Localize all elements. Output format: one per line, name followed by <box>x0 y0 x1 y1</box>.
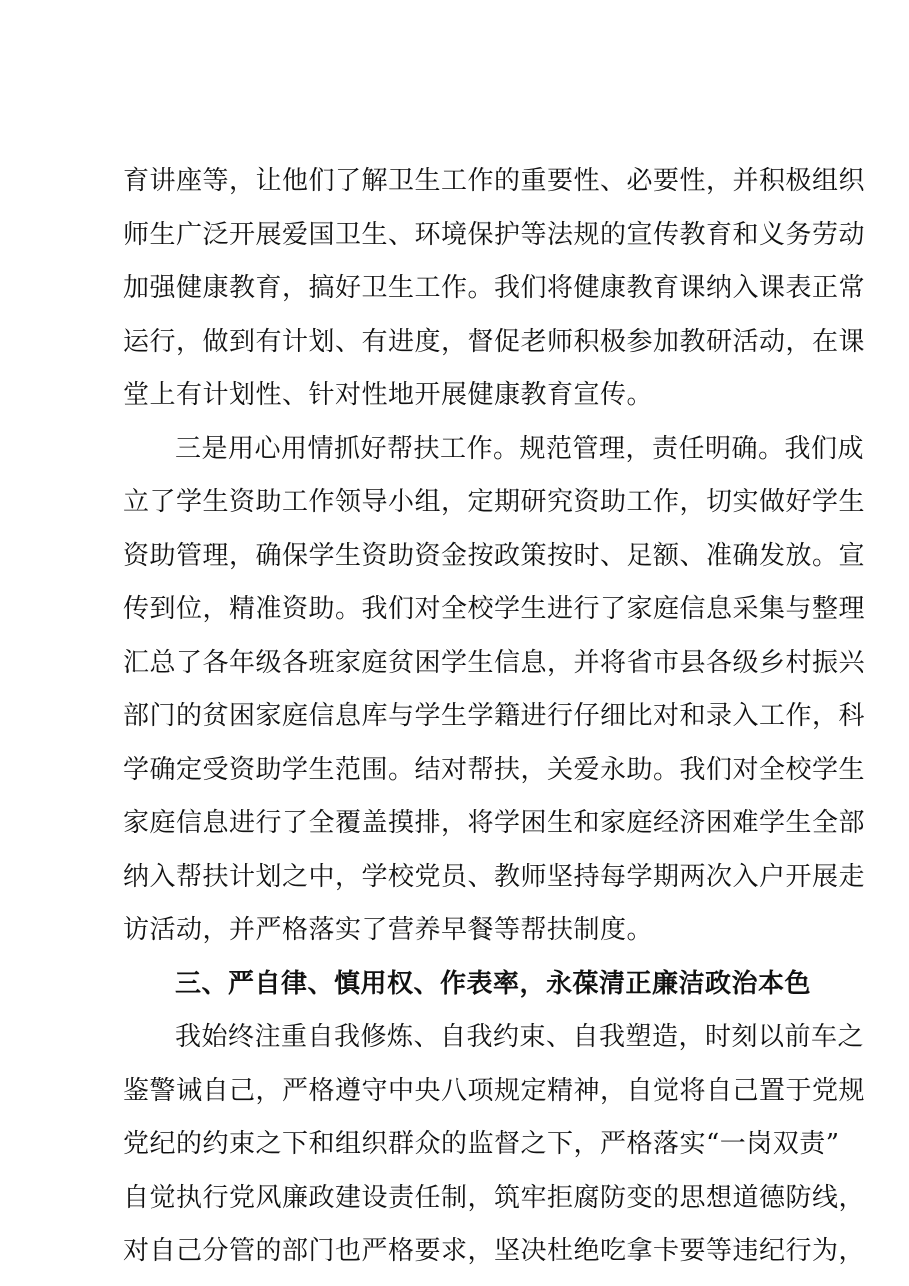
text-line: 党纪的约束之下和组织群众的监督之下，严格落实“一岗双责” <box>123 1129 840 1159</box>
paragraph-first-line: 我始终注重自我修炼、自我约束、自我塑造，时刻以前车之 <box>175 1022 865 1052</box>
text-line: 鉴警诫自己，严格遵守中央八项规定精神，自觉将自己置于党规 <box>123 1076 866 1106</box>
text-line: 加强健康教育，搞好卫生工作。我们将健康教育课纳入课表正常 <box>123 273 866 303</box>
text-line: 家庭信息进行了全覆盖摸排，将学困生和家庭经济困难学生全部 <box>123 808 866 838</box>
text-line: 资助管理，确保学生资助资金按政策按时、足额、准确发放。宣 <box>123 541 866 571</box>
text-line: 运行，做到有计划、有进度，督促老师积极参加教研活动，在课 <box>123 327 866 357</box>
text-line: 师生广泛开展爱国卫生、环境保护等法规的宣传教育和义务劳动 <box>123 220 866 250</box>
text-line: 纳入帮扶计划之中，学校党员、教师坚持每学期两次入户开展走 <box>123 862 866 892</box>
text-line: 育讲座等，让他们了解卫生工作的重要性、必要性，并积极组织 <box>123 166 866 196</box>
paragraph-first-line: 三是用心用情抓好帮扶工作。规范管理，责任明确。我们成 <box>175 434 865 464</box>
text-line: 立了学生资助工作领导小组，定期研究资助工作，切实做好学生 <box>123 487 866 517</box>
text-line: 自觉执行党风廉政建设责任制，筑牢拒腐防变的思想道德防线， <box>123 1183 866 1213</box>
text-line: 访活动，并严格落实了营养早餐等帮扶制度。 <box>123 915 654 945</box>
text-line: 传到位，精准资助。我们对全校学生进行了家庭信息采集与整理 <box>123 594 866 624</box>
text-line: 汇总了各年级各班家庭贫困学生信息，并将省市县各级乡村振兴 <box>123 648 866 678</box>
text-line: 堂上有计划性、针对性地开展健康教育宣传。 <box>123 380 654 410</box>
text-line: 对自己分管的部门也严格要求，坚决杜绝吃拿卡要等违纪行为， <box>123 1236 866 1266</box>
section-heading: 三、严自律、慎用权、作表率，永葆清正廉洁政治本色 <box>175 969 812 999</box>
text-line: 学确定受资助学生范围。结对帮扶，关爱永助。我们对全校学生 <box>123 755 866 785</box>
text-line: 部门的贫困家庭信息库与学生学籍进行仔细比对和录入工作，科 <box>123 701 866 731</box>
